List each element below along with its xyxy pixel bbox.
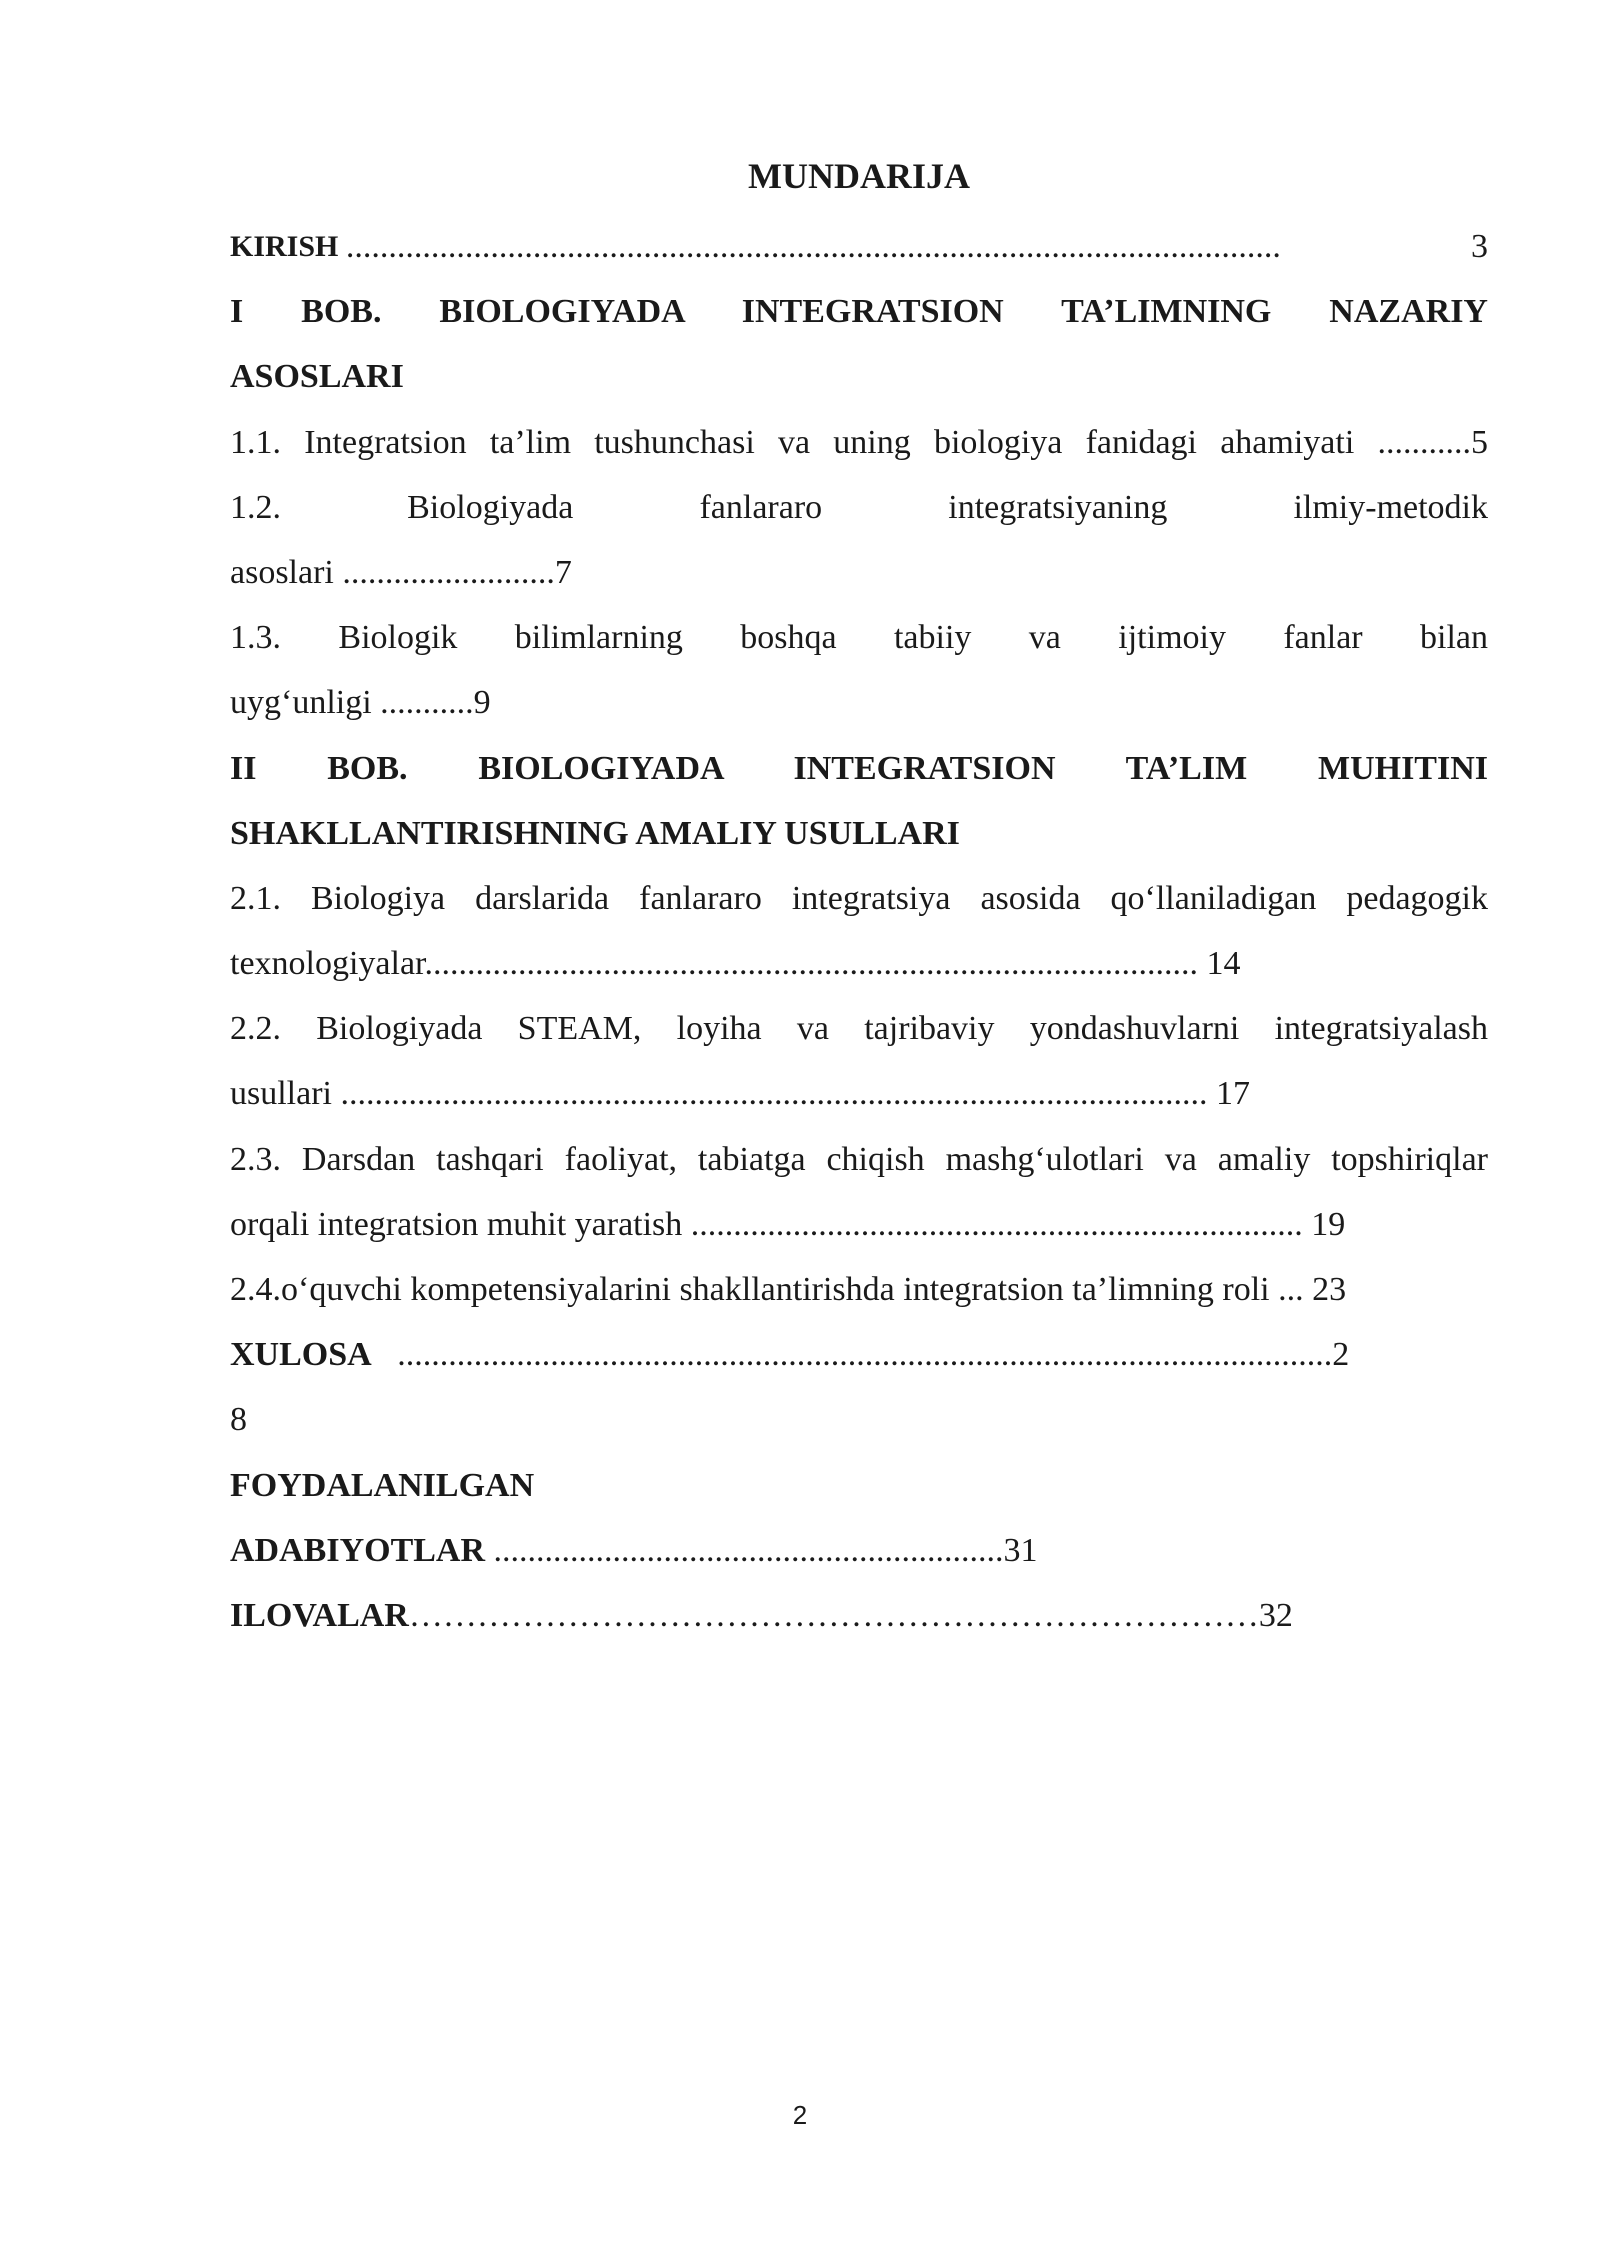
- toc-entry-kirish: [230, 214, 1488, 279]
- page-number: 2: [792, 2100, 808, 2130]
- toc-dots: ..............................................................................................................2: [371, 1336, 1350, 1374]
- toc-entry-2-2-line1: 2.2. Biologiyada STEAM, loyiha va tajribaviy yondashuvlarni integratsiyalash: [230, 1010, 1488, 1048]
- toc-chapter-2-line2: SHAKLLANTIRISHNING AMALIY USULLARI: [230, 814, 960, 852]
- toc-entry-1-3-line1: 1.3. Biologik bilimlarning boshqa tabiiy va ijtimoiy fanlar bilan: [230, 619, 1488, 657]
- toc-entry-ilovalar: [230, 1583, 1488, 1648]
- toc-chapter-1-line1: I BOB. BIOLOGIYADA INTEGRATSION TA’LIMNING NAZARIY: [230, 293, 1488, 331]
- toc-entry-1-3-line2: uyg‘unligi ...........9: [230, 684, 491, 722]
- toc-entry-2-1-line2: texnologiyalar........................................................................................... 14: [230, 945, 1241, 983]
- toc-entry-2-4: 2.4.o‘quvchi kompetensiyalarini shakllantirishda integratsion ta’limning roli ... 23: [230, 1271, 1347, 1308]
- toc-label: KIRISH: [230, 230, 346, 263]
- toc-entry-1-2-line2: asoslari .........................7: [230, 553, 572, 591]
- toc-entry-1-2-line1: 1.2. Biologiyada fanlararo integratsiyaning ilmiy-metodik: [230, 488, 1488, 526]
- toc-entry-2-2-line2: usullari ...................................................................................................... 17: [230, 1075, 1250, 1113]
- toc-entry-xulosa: [230, 1322, 1488, 1387]
- toc-dots: ............................................................31: [485, 1531, 1038, 1569]
- toc-label: XULOSA: [230, 1336, 372, 1374]
- toc-entry-xulosa-wrap: 8: [230, 1401, 247, 1439]
- toc-entry-2-3-line1: 2.3. Darsdan tashqari faoliyat, tabiatga chiqish mashg‘ulotlari va amaliy topshiriqlar: [230, 1140, 1488, 1178]
- toc-entry-1-1: 1.1. Integratsion ta’lim tushunchasi va uning biologiya fanidagi ahamiyati ...........5: [230, 423, 1488, 461]
- toc-entry-references-line2: [230, 1518, 1488, 1583]
- toc-entry-2-1-line1: 2.1. Biologiya darslarida fanlararo integratsiya asosida qo‘llaniladigan pedagogik: [230, 879, 1488, 917]
- toc-dots: ..............................................................................................................: [345, 228, 1281, 265]
- toc-dots: …………………………………………………………………32: [408, 1596, 1293, 1634]
- toc-entry-2-3-line2: orqali integratsion muhit yaratish ........................................................................ 19: [230, 1205, 1346, 1243]
- toc-page-number: 3: [1462, 228, 1488, 265]
- toc-chapter-1-line2: ASOSLARI: [230, 358, 404, 396]
- toc-entry-references-line1: FOYDALANILGAN: [230, 1466, 535, 1504]
- toc-chapter-2-line1: II BOB. BIOLOGIYADA INTEGRATSION TA’LIM MUHITINI: [230, 749, 1488, 787]
- toc-label: ADABIYOTLAR: [230, 1531, 486, 1569]
- toc-page: [230, 150, 1488, 1648]
- page-title: MUNDARIJA: [748, 156, 970, 196]
- toc-label: ILOVALAR: [230, 1596, 409, 1634]
